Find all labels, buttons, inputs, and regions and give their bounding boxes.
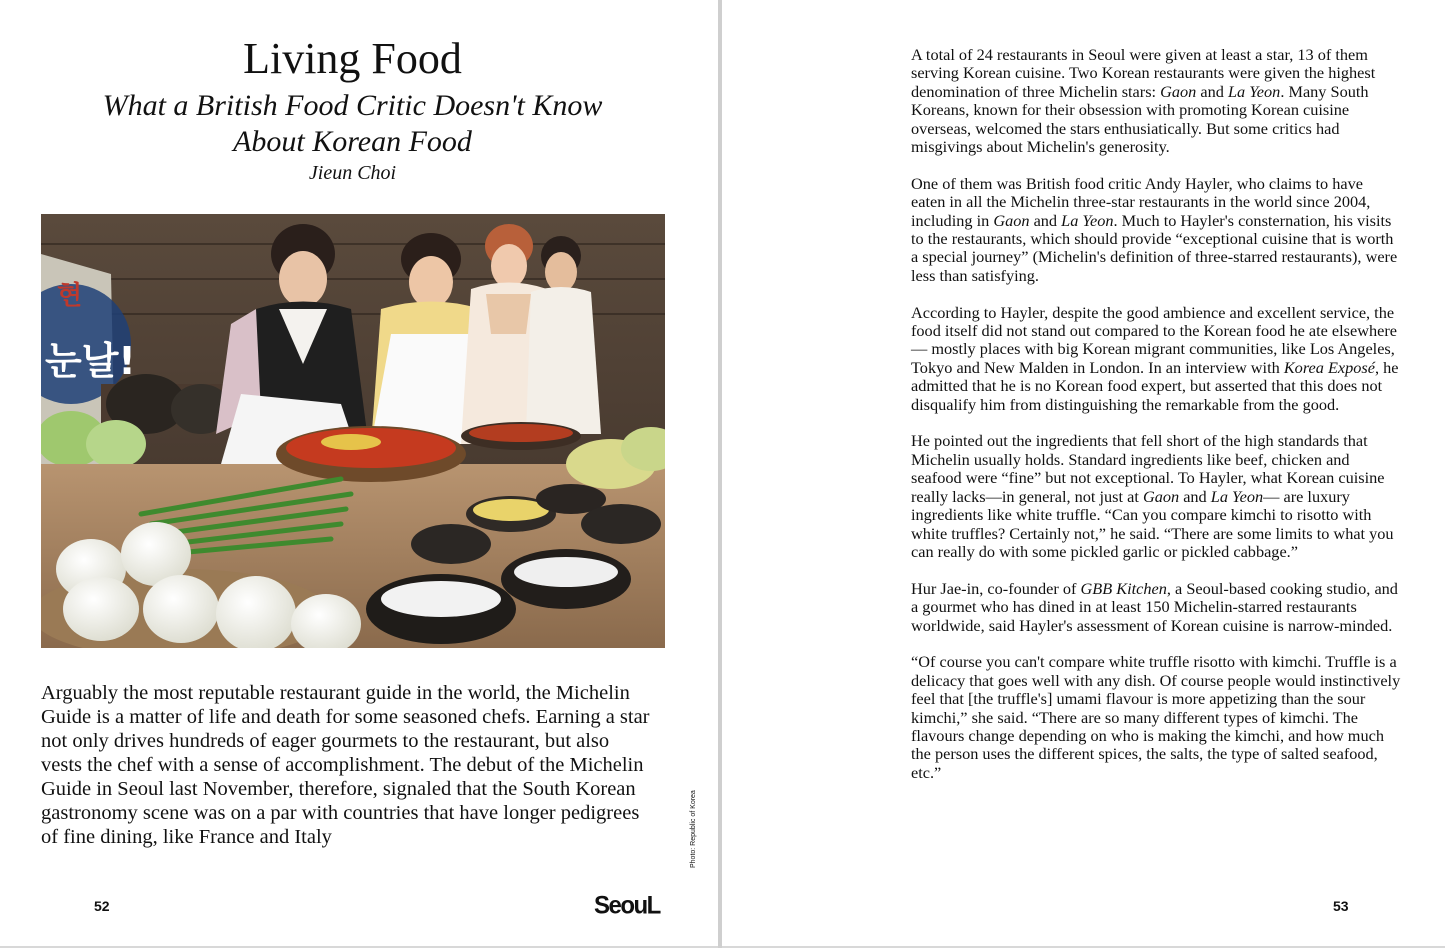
- seoul-magazine-logo: SeouL: [594, 891, 660, 920]
- photo-sign-text-2: 눈날!: [45, 339, 136, 383]
- body-paragraph-3: According to Hayler, despite the good ambience and excellent service, the food itself did not stand out compared to the Korean food he ate elsewhere — mostly places with big Korean migrant communities, like Los Angeles, Tokyo and New Malden in London. In an interview with Korea Exposé, he admitted that he is no Korean food expert, but asserted that this does not disqualify him from distinguishing the remarkable from the good.: [911, 302, 1399, 414]
- subtitle-line-2: About Korean Food: [233, 125, 472, 158]
- body-paragraph-6: “Of course you can't compare white truffle risotto with kimchi. Truffle is a delicacy that goes well with any dish. Of course people would instinctively feel that [the truffle's] umami flavour is more appetizing than the sour kimchi,” she said. “There are so many different types of kimchi. The flavours change depending on who is making the kimchi, and how much the person uses the different spices, the salts, the type of salted seafood, etc.”: [911, 652, 1401, 782]
- page-number-right: 53: [1333, 898, 1349, 914]
- body-paragraph-5: Hur Jae-in, co-founder of GBB Kitchen, a Seoul-based cooking studio, and a gourmet who has dined in at least 150 Michelin-starred restaurants worldwide, said Hayler's assessment of Korean cuisine is narrow-minded.: [911, 578, 1398, 635]
- body-paragraph-1: A total of 24 restaurants in Seoul were given at least a star, 13 of them serving Korean cuisine. Two Korean restaurants were given the highest denomination of three Michelin stars: Gaon and La Yeon. Many South Koreans, known for their obsession with promoting Korean cuisine overseas, welcomed the stars enthusiatically. But some critics had misgivings about Michelin's generosity.: [911, 45, 1376, 157]
- body-paragraph-2: One of them was British food critic Andy Hayler, who claims to have eaten in all the Michelin three-star restaurants in the world since 2004, including in Gaon and La Yeon. Much to Hayler's consternation, his visits to the restaurants, which should provide “exceptional cuisine that is worth a special journey” (Michelin's definition of three-starred restaurants), were less than satisfying.: [911, 173, 1398, 285]
- article-title: Living Food: [243, 34, 462, 83]
- photo-credit: Photo: Republic of Korea: [690, 790, 697, 868]
- intro-paragraph: Arguably the most reputable restaurant guide in the world, the Michelin Guide is a matter of life and death for some seasoned chefs. Earning a star not only drives hundreds of eager gourmets to the restaurant, but also vests the chef with a sense of accomplishment. The debut of the Michelin Guide in Seoul last November, therefore, signaled that the South Korean gastronomy scene was on a par with countries that have longer pedigrees of fine dining, like France and Italy: [41, 682, 650, 848]
- author-byline: Jieun Choi: [308, 162, 397, 184]
- subtitle-line-1: What a British Food Critic Doesn't Know: [102, 89, 603, 122]
- body-paragraph-4: He pointed out the ingredients that fell short of the high standards that Michelin usually holds. Standard ingredients like beef, chicken and seafood were “fine” but not exceptional. To Hayler, what Korean cuisine really lacks—in general, not just at Gaon and La Yeon— are luxury ingredients like white truffle. “Can you compare kimchi to risotto with white truffles? Certainly not,” he said. “There are some limits to what you can really do with some pickled garlic or pickled cabbage.”: [911, 431, 1394, 561]
- page-number-left: 52: [94, 898, 110, 914]
- article-body-column: [911, 46, 1401, 801]
- kimchi-making-photo: [41, 214, 665, 648]
- photo-sign-text-1: 현: [57, 281, 83, 311]
- left-page: [0, 0, 718, 946]
- article-subtitle: [0, 88, 705, 160]
